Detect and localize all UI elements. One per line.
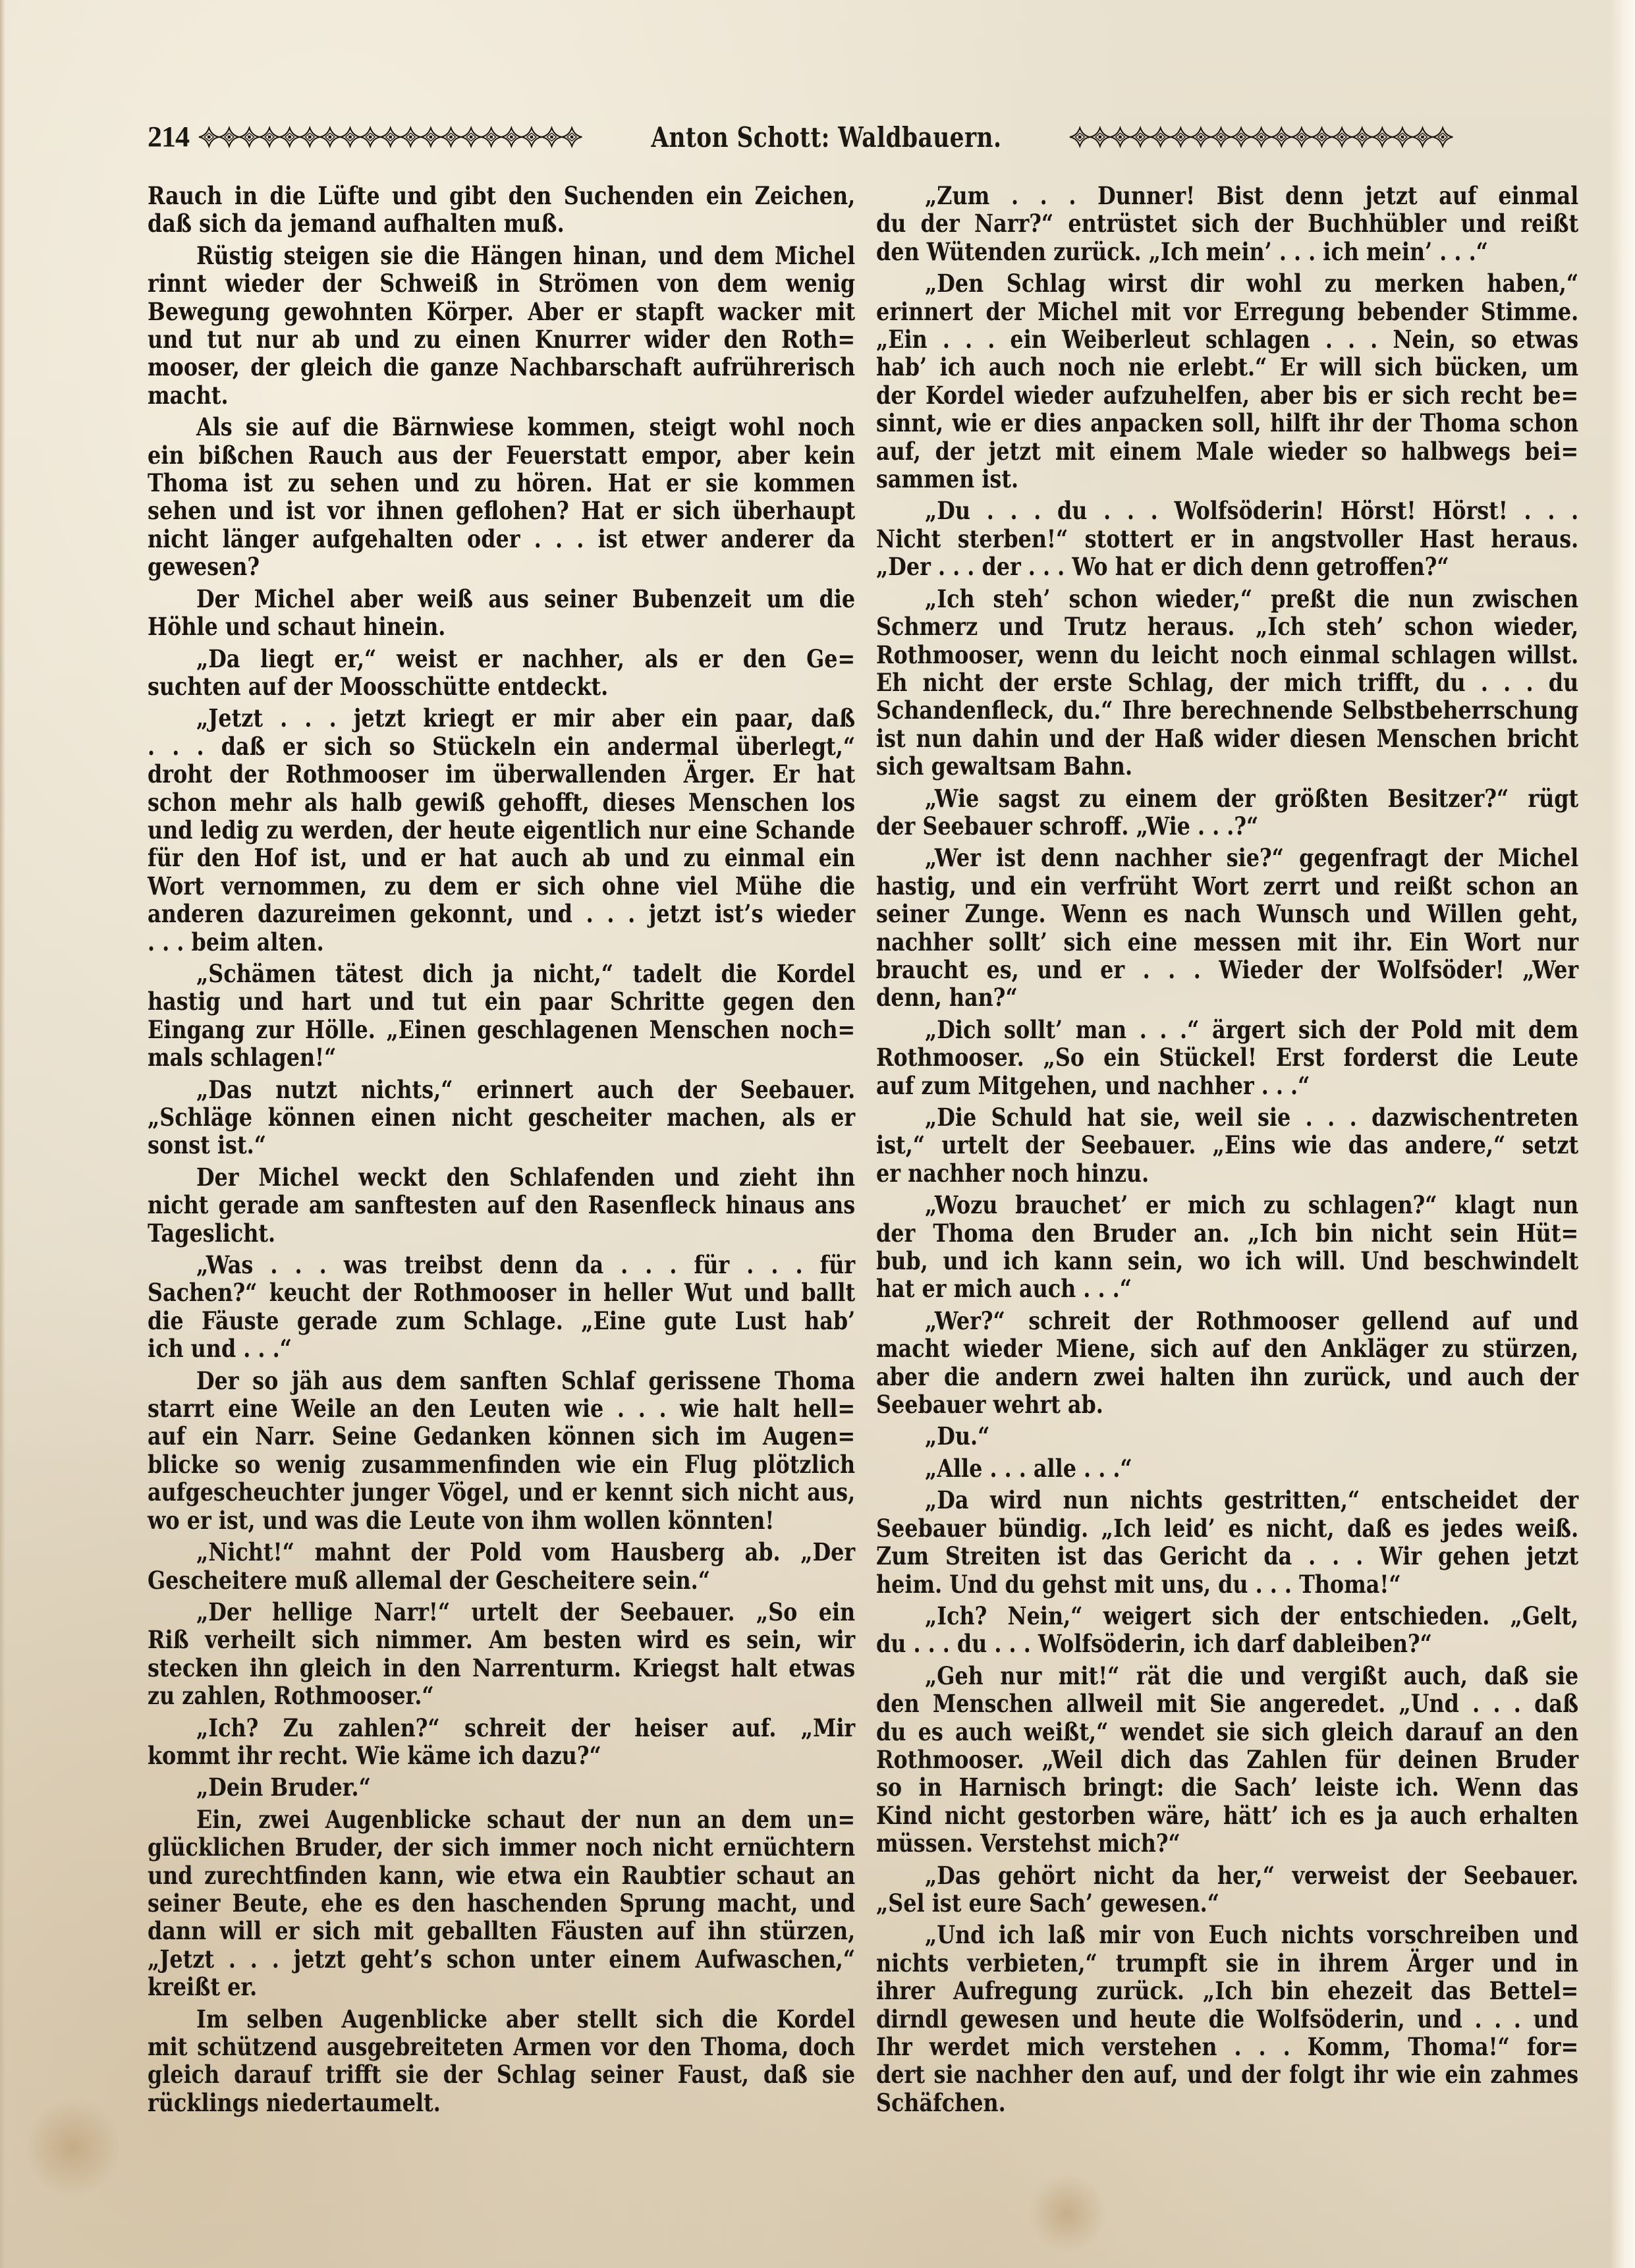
text-line: wo er ist, und was die Leute von ihm wollen könnten! <box>148 1505 775 1535</box>
text-line: „Sel ist eure Sach’ gewesen.“ <box>876 1888 1220 1918</box>
ornament-diamond-icon <box>360 128 381 146</box>
text-line: „Die Schuld hat sie, weil sie . . . dazwischentreten <box>924 1103 1579 1132</box>
text-line: du . . . du . . . Wolfsöderin, ich darf dableiben?“ <box>876 1629 1432 1659</box>
text-line: macht. <box>148 380 229 410</box>
text-line: auf ein Narr. Seine Gedanken können sich im Augen= <box>148 1422 856 1451</box>
text-line: „Wer ist denn nachher sie?“ gegenfragt der Michel <box>924 843 1579 873</box>
text-line: ist nun dahin und der Haß wider diesen Menschen bricht <box>876 723 1579 753</box>
text-line: Kind nicht gestorben wäre, hätt’ ich es ja auch erhalten <box>876 1800 1579 1830</box>
text-line: „Den Schlag wirst dir wohl zu merken haben,“ <box>924 269 1579 298</box>
text-line: „Jetzt . . . jetzt geht’s schon unter einem Aufwaschen,“ <box>148 1944 856 1974</box>
text-line: ein bißchen Rauch aus der Feuerstatt empor, aber kein <box>148 440 856 470</box>
text-line: die Fäuste gerade zum Schlage. „Eine gute Lust hab’ <box>148 1306 856 1335</box>
text-line: „Zum . . . Dunner! Bist denn jetzt auf einmal <box>924 181 1579 210</box>
text-line: du es auch weißt,“ wendet sie sich gleich darauf an den <box>876 1717 1579 1746</box>
ornament-diamond-icon <box>279 128 300 146</box>
text-line: „Ich steh’ schon wieder,“ preßt die nun zwischen <box>924 584 1579 613</box>
paragraph <box>876 1016 1578 1099</box>
text-line: Im selben Augenblicke aber stellt sich die Kordel <box>196 2004 856 2033</box>
text-line: nicht länger aufgehalten oder . . . ist etwer anderer da <box>148 524 856 553</box>
text-line: „Der hellige Narr!“ urtelt der Seebauer. „So ein <box>196 1597 856 1626</box>
text-line: Rothmooser. „Weil dich das Zahlen für deinen Bruder <box>876 1744 1579 1774</box>
paragraph <box>148 1367 855 1534</box>
text-line: „Jetzt . . . jetzt kriegt er mir aber ein paar, daß <box>196 704 856 733</box>
text-line: rücklings niedertaumelt. <box>148 2088 441 2117</box>
paragraph <box>148 1538 855 1594</box>
paragraph <box>876 844 1578 1011</box>
text-line: Höhle und schaut hinein. <box>148 612 446 642</box>
text-line: Nicht sterben!“ stottert er in angstvoller Hast heraus. <box>876 524 1579 553</box>
paragraph <box>148 960 855 1072</box>
ornament-diamond-icon <box>1372 128 1393 146</box>
text-line: der Seebauer schroff. „Wie . . .?“ <box>876 811 1259 841</box>
text-line: Ein, zwei Augenblicke schaut der nun an dem un= <box>196 1804 856 1834</box>
paragraph <box>876 1103 1578 1187</box>
page-number: 214 <box>148 121 189 153</box>
text-line: macht wieder Miene, sich auf den Ankläger zu stürzen, <box>876 1334 1579 1364</box>
text-line: mooser, der gleich die ganze Nachbarschaft aufrührerisch <box>148 352 856 382</box>
text-line: Zum Streiten ist das Gericht da . . . Wir gehen jetzt <box>876 1541 1579 1571</box>
text-line: sammen ist. <box>876 464 1019 494</box>
paragraph <box>876 1307 1578 1419</box>
text-line: denn, han?“ <box>876 983 1018 1012</box>
column-text <box>148 182 855 2116</box>
text-line: Gescheitere muß allemal der Gescheitere sein.“ <box>148 1565 711 1595</box>
text-line: schon mehr als halb gewiß gehofft, dieses Menschen los <box>148 787 856 817</box>
text-line: so in Harnisch bringt: die Sach’ leiste ich. Wenn das <box>876 1773 1579 1802</box>
text-line: mals schlagen!“ <box>148 1043 337 1072</box>
paragraph <box>876 1422 1578 1450</box>
text-line: hastig und hart und tut ein paar Schritte gegen den <box>148 987 856 1016</box>
paragraph <box>876 1191 1578 1303</box>
ornament-diamond-icon <box>1412 128 1433 146</box>
text-line: dirndl gewesen und heute die Wolfsöderin, und . . . und <box>876 2004 1579 2033</box>
paragraph <box>876 1921 1578 2116</box>
text-line: Schmerz und Trutz heraus. „Ich steh’ schon wieder, <box>876 612 1579 642</box>
ornament-diamond-icon <box>1332 128 1352 146</box>
text-line: aufgescheuchter junger Vögel, und er kennt sich nicht aus, <box>148 1478 856 1507</box>
text-line: und zurechtfinden kann, wie etwa ein Raubtier schaut an <box>148 1860 856 1890</box>
text-line: Thoma ist zu sehen und zu hören. Hat er sie kommen <box>148 468 856 498</box>
text-line: „Geh nur mit!“ rät die und vergißt auch, daß sie <box>924 1661 1579 1690</box>
text-line: „Du.“ <box>924 1422 990 1451</box>
text-line: nichts verbieten,“ trumpft sie in ihrem Ärger und in <box>876 1948 1579 1978</box>
text-line: ihrer Aufregung zurück. „Ich bin ehezeit das Bettel= <box>876 1976 1579 2006</box>
paragraph <box>148 1806 855 2001</box>
text-line: sehen und ist vor ihnen geflohen? Hat er sich überhaupt <box>148 496 856 526</box>
text-line: „Nicht!“ mahnt der Pold vom Hausberg ab. „Der <box>196 1537 856 1567</box>
paragraph <box>876 785 1578 841</box>
text-line: „Schämen tätest dich ja nicht,“ tadelt die Kordel <box>196 958 856 988</box>
text-line: für den Hof ist, und er hat auch ab und zu einmal ein <box>148 843 856 873</box>
ornament-diamond-icon <box>1352 128 1372 146</box>
text-line: Schäfchen. <box>876 2088 1006 2117</box>
paragraph <box>148 585 855 641</box>
diamond-chain-icon <box>197 125 584 149</box>
ornament-diamond-icon <box>401 128 421 146</box>
ornament-diamond-icon <box>1190 128 1211 146</box>
ornament-diamond-icon <box>1150 128 1171 146</box>
text-line: Wort vernommen, zu dem er sich ohne viel Mühe die <box>148 871 856 900</box>
right-column <box>876 182 1578 2120</box>
text-line: „Ich? Zu zahlen?“ schreit der heiser auf. „Mir <box>196 1713 856 1742</box>
ornament-diamond-icon <box>320 128 341 146</box>
text-line: er nachher noch hinzu. <box>876 1158 1150 1188</box>
ornament-diamond-icon <box>481 128 501 146</box>
text-line: Eh nicht der erste Schlag, der mich trifft, du . . . du <box>876 667 1579 697</box>
text-line: „Wer?“ schreit der Rothmooser gellend auf und <box>924 1306 1579 1335</box>
text-line: „Du . . . du . . . Wolfsöderin! Hörst! Hörst! . . . <box>924 496 1579 526</box>
text-line: „Das gehört nicht da her,“ verweist der Seebauer. <box>924 1860 1579 1890</box>
text-line: sinnt, wie er dies anpacken soll, hilft ihr der Thoma schon <box>876 408 1579 438</box>
text-line: der Kordel wieder aufzuhelfen, aber bis er sich recht be= <box>876 380 1579 410</box>
ornament-diamond-icon <box>461 128 482 146</box>
ornament-diamond-icon <box>1291 128 1312 146</box>
paragraph <box>148 1714 855 1770</box>
text-line: Eingang zur Hölle. „Einen geschlagenen Menschen noch= <box>148 1014 856 1044</box>
text-line: erinnert der Michel mit vor Erregung bebender Stimme. <box>876 296 1579 326</box>
ornament-diamond-icon <box>541 128 562 146</box>
paragraph <box>148 1773 855 1801</box>
ornament-diamond-icon <box>1312 128 1332 146</box>
text-line: starrt eine Weile an den Leuten wie . . . wie halt hell= <box>148 1394 856 1424</box>
text-line: ist,“ urtelt der Seebauer. „Eins wie das andere,“ setzt <box>876 1130 1579 1160</box>
text-line: „Wozu brauchet’ er mich zu schlagen?“ klagt nun <box>924 1190 1579 1220</box>
text-line: Rothmooser, wenn du leicht noch einmal schlagen willst. <box>876 640 1579 669</box>
text-line: den Menschen allweil mit Sie angeredet. „Und . . . daß <box>876 1689 1579 1719</box>
ornament-diamond-icon <box>380 128 401 146</box>
text-line: „Da liegt er,“ weist er nachher, als er den Ge= <box>196 644 856 673</box>
text-line: dert sie nachher den auf, und der folgt ihr wie ein zahmes <box>876 2060 1579 2089</box>
ornament-diamond-icon <box>562 128 582 146</box>
ornament-rule-right <box>1068 124 1455 150</box>
text-line: seiner Beute, ehe es den haschenden Sprung macht, und <box>148 1888 856 1918</box>
text-line: Bewegung gewohnten Körper. Aber er stapft wacker mit <box>148 296 856 326</box>
ornament-diamond-icon <box>1211 128 1231 146</box>
text-line: auf zum Mitgehen, und nachher . . .“ <box>876 1070 1310 1100</box>
paragraph <box>876 1602 1578 1658</box>
ornament-diamond-icon <box>239 128 260 146</box>
ornament-diamond-icon <box>441 128 461 146</box>
ornament-diamond-icon <box>1231 128 1252 146</box>
text-line: sich gewaltsam Bahn. <box>876 752 1133 781</box>
ornament-diamond-icon <box>219 128 240 146</box>
text-line: „Das nutzt nichts,“ erinnert auch der Seebauer. <box>196 1074 856 1104</box>
text-line: Sachen?“ keucht der Rothmooser in heller Wut und ballt <box>148 1278 856 1308</box>
text-line: müssen. Verstehst mich?“ <box>876 1829 1180 1858</box>
text-line: „Da wird nun nichts gestritten,“ entscheidet der <box>924 1485 1579 1515</box>
text-line: „Alle . . . alle . . .“ <box>924 1453 1132 1483</box>
ornament-diamond-icon <box>1251 128 1271 146</box>
text-line: auf, der jetzt mit einem Male wieder so halbwegs bei= <box>876 436 1579 466</box>
text-line: aber die andern zwei halten ihn zurück, und auch der <box>876 1362 1579 1391</box>
text-line: braucht es, und er . . . Wieder der Wolfsöder! „Wer <box>876 954 1579 984</box>
text-line: kommt ihr recht. Wie käme ich dazu?“ <box>148 1740 601 1770</box>
text-line: ich und . . .“ <box>148 1334 292 1364</box>
ornament-diamond-icon <box>1392 128 1412 146</box>
paper-stain <box>1028 2174 1107 2253</box>
paragraph <box>876 585 1578 781</box>
text-line: bub, und ich kann sein, wo ich will. Und beschwindelt <box>876 1246 1579 1276</box>
text-line: anderen dazureimen gekonnt, und . . . jetzt ist’s wieder <box>148 899 856 929</box>
text-line: Rauch in die Lüfte und gibt den Suchenden ein Zeichen, <box>148 181 856 210</box>
paragraph <box>876 497 1578 580</box>
text-line: Rüstig steigen sie die Hängen hinan, und dem Michel <box>196 240 856 270</box>
text-line: „Der . . . der . . . Wo hat er dich denn getroffen?“ <box>876 552 1449 582</box>
text-line: „Dich sollt’ man . . .“ ärgert sich der Pold mit dem <box>924 1014 1579 1044</box>
text-line: droht der Rothmooser im überwallenden Ärger. Er hat <box>148 760 856 789</box>
text-line: zu zahlen, Rothmooser.“ <box>148 1681 434 1711</box>
text-line: Der Michel weckt den Schlafenden und zieht ihn <box>196 1162 856 1192</box>
text-line: rinnt wieder der Schweiß in Strömen von dem wenig <box>148 269 856 298</box>
text-line: „Dein Bruder.“ <box>196 1773 371 1802</box>
ornament-diamond-icon <box>1110 128 1130 146</box>
running-head <box>148 117 1570 157</box>
ornament-diamond-icon <box>340 128 360 146</box>
text-line: stecken ihn gleich in den Narrenturm. Kriegst halt etwas <box>148 1653 856 1682</box>
ornament-diamond-icon <box>522 128 542 146</box>
paragraph <box>148 1251 855 1363</box>
text-line: hat er mich auch . . .“ <box>876 1274 1132 1304</box>
paragraph <box>876 1862 1578 1918</box>
paragraph <box>876 1486 1578 1598</box>
text-line: heim. Und du gehst mit uns, du . . . Thoma!“ <box>876 1569 1401 1599</box>
paragraph <box>148 1598 855 1710</box>
text-line: „Ich? Nein,“ weigert sich der entschieden. „Gelt, <box>924 1601 1579 1630</box>
text-line: Der so jäh aus dem sanften Schlaf gerissene Thoma <box>196 1366 856 1395</box>
paragraph <box>148 704 855 956</box>
ornament-diamond-icon <box>1171 128 1191 146</box>
ornament-diamond-icon <box>1433 128 1453 146</box>
paragraph <box>148 1076 855 1159</box>
text-line: du der Narr?“ entrüstet sich der Buchhübler und reißt <box>876 209 1579 238</box>
text-line: und ledig zu werden, der heute eigentlich nur eine Schande <box>148 815 856 844</box>
ornament-diamond-icon <box>199 128 219 146</box>
text-line: „Und ich laß mir von Euch nichts vorschreiben und <box>924 1920 1579 1950</box>
running-title: Anton Schott: Waldbauern. <box>651 121 1002 153</box>
text-line: . . . daß er sich so Stückeln ein andermal überlegt,“ <box>148 731 856 761</box>
text-line: nicht gerade am sanftesten auf den Rasenfleck hinaus ans <box>148 1190 856 1220</box>
text-line: Riß verheilt sich nimmer. Am besten wird es sein, wir <box>148 1625 856 1655</box>
text-line: sonst ist.“ <box>148 1130 267 1160</box>
text-line: blicke so wenig zusammenfinden wie ein Flug plötzlich <box>148 1449 856 1479</box>
ornament-diamond-icon <box>260 128 280 146</box>
paragraph <box>148 413 855 580</box>
text-line: den Wütenden zurück. „Ich mein’ . . . ich mein’ . . .“ <box>876 236 1488 266</box>
text-line: suchten auf der Moosschütte entdeckt. <box>148 671 609 701</box>
paragraph <box>876 182 1578 265</box>
paragraph <box>876 1454 1578 1482</box>
ornament-diamond-icon <box>1130 128 1151 146</box>
text-line: Rothmooser. „So ein Stückel! Erst forderst die Leute <box>876 1043 1579 1072</box>
diamond-chain-icon <box>1068 125 1455 149</box>
paper-edge-right <box>1610 0 1635 2268</box>
text-line: hastig, und ein verfrüht Wort zerrt und reißt schon an <box>876 871 1579 900</box>
text-line: dann will er sich mit geballten Fäusten auf ihn stürzen, <box>148 1916 856 1946</box>
text-line: gleich darauf trifft sie der Schlag seiner Faust, daß sie <box>148 2060 856 2089</box>
paragraph <box>876 269 1578 493</box>
left-column <box>148 182 855 2120</box>
ornament-diamond-icon <box>300 128 320 146</box>
paragraph <box>148 242 855 409</box>
ornament-diamond-icon <box>1271 128 1292 146</box>
ornament-rule-left <box>197 124 584 150</box>
text-line: „Wie sagst zu einem der größten Besitzer?“ rügt <box>924 783 1579 813</box>
column-text <box>876 182 1578 2116</box>
text-line: daß sich da jemand aufhalten muß. <box>148 209 565 238</box>
text-line: „Schläge können einen nicht gescheiter machen, als er <box>148 1103 856 1132</box>
paragraph <box>148 1163 855 1247</box>
paragraph <box>148 2005 855 2117</box>
paragraph <box>148 182 855 238</box>
text-line: „Was . . . was treibst denn da . . . für . . . für <box>196 1250 856 1280</box>
text-line: glücklichen Bruder, der sich immer noch nicht ernüchtern <box>148 1833 856 1862</box>
ornament-diamond-icon <box>501 128 522 146</box>
text-line: kreißt er. <box>148 1972 258 2002</box>
paragraph <box>876 1662 1578 1858</box>
text-line: Tageslicht. <box>148 1218 276 1248</box>
ornament-diamond-icon <box>421 128 441 146</box>
text-line: „Ein . . . ein Weiberleut schlagen . . . Nein, so etwas <box>876 325 1579 354</box>
paper-edge-left <box>0 0 5 2268</box>
text-line: seiner Zunge. Wenn es nach Wunsch und Willen geht, <box>876 899 1579 929</box>
text-line: der Thoma den Bruder an. „Ich bin nicht sein Hüt= <box>876 1218 1579 1248</box>
text-line: Der Michel aber weiß aus seiner Bubenzeit um die <box>196 584 856 613</box>
text-line: Als sie auf die Bärnwiese kommen, steigt wohl noch <box>196 412 856 442</box>
ornament-diamond-icon <box>1090 128 1110 146</box>
text-line: und tut nur ab und zu einen Knurrer wider den Roth= <box>148 325 856 354</box>
text-line: Seebauer bündig. „Ich leid’ es nicht, daß es jedes weiß. <box>876 1513 1579 1543</box>
text-line: hab’ ich auch noch nie erlebt.“ Er will sich bücken, um <box>876 352 1579 382</box>
text-line: Schandenfleck, du.“ Ihre berechnende Selbstbeherrschung <box>876 696 1579 725</box>
text-line: . . . beim alten. <box>148 927 324 956</box>
text-line: nachher sollt’ sich eine messen mit ihr. Ein Wort nur <box>876 927 1579 956</box>
text-line: gewesen? <box>148 552 260 582</box>
paper-stain <box>26 2095 119 2200</box>
text-line: mit schützend ausgebreiteten Armen vor den Thoma, doch <box>148 2032 856 2061</box>
text-line: Seebauer wehrt ab. <box>876 1390 1103 1420</box>
text-line: Ihr werdet mich verstehen . . . Komm, Thoma!“ for= <box>876 2032 1579 2061</box>
ornament-diamond-icon <box>1070 128 1090 146</box>
paragraph <box>148 645 855 701</box>
